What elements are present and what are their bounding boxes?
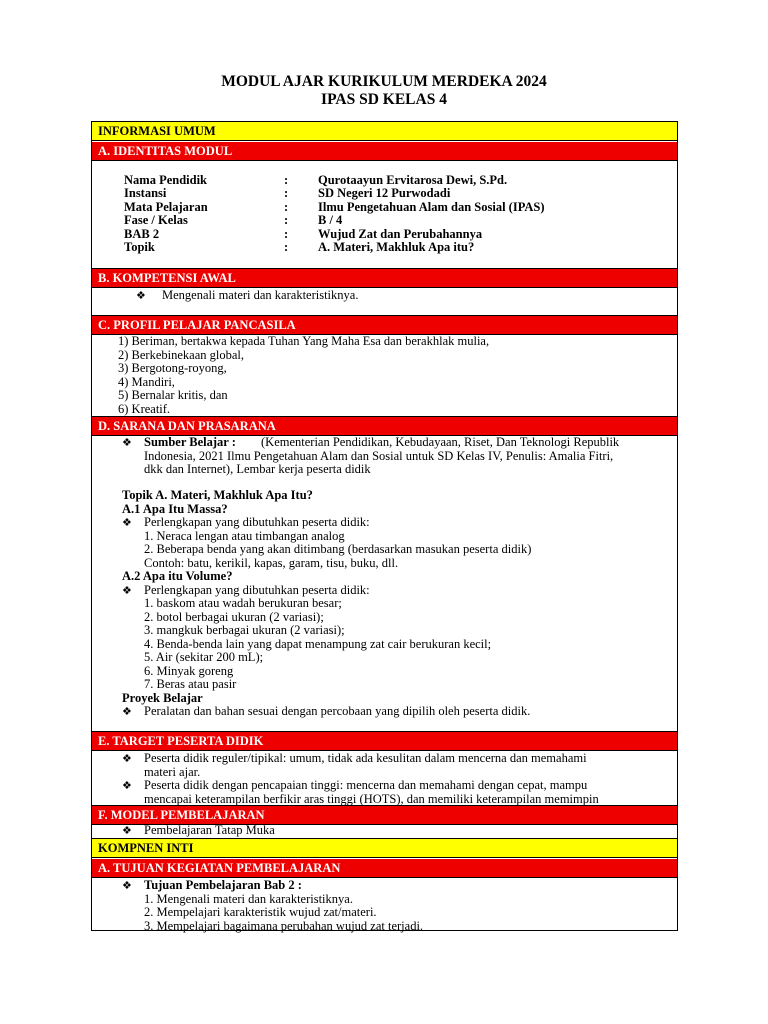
bullet-icon: ❖ [122, 880, 132, 892]
bullet-icon: ❖ [122, 780, 132, 792]
identitas-value: B / 4 [318, 213, 343, 228]
sumber-belajar-label: Sumber Belajar : [144, 435, 236, 449]
tujuan-item: 2. Mempelajari karakteristik wujud zat/materi. [144, 905, 377, 919]
a2-item: 4. Benda-benda lain yang dapat menampung zat cair berukuran kecil; [144, 636, 492, 651]
section-sarana-prasarana: D. SARANA DAN PRASARANA [92, 417, 677, 436]
tujuan-heading: Tujuan Pembelajaran Bab 2 : [144, 878, 302, 892]
identitas-sep: : [284, 186, 289, 201]
a1-heading: A.1 Apa Itu Massa? [122, 501, 228, 516]
tujuan-item: 1. Mengenali materi dan karakteristiknya. [144, 891, 353, 906]
sumber-belajar-text: Indonesia, 2021 Ilmu Pengetahuan Alam dan Sosial untuk SD Kelas IV, Penulis: Amalia Fitri, [144, 448, 614, 463]
identitas-label: Fase / Kelas [124, 213, 188, 228]
a2-item: 1. baskom atau wadah berukuran besar; [144, 596, 342, 610]
identitas-table [92, 174, 677, 258]
sumber-belajar-text: dkk dan Internet), Lembar kerja peserta didik [144, 462, 371, 476]
topik-heading: Topik A. Materi, Makhluk Apa Itu? [122, 488, 313, 502]
identitas-value: A. Materi, Makhluk Apa itu? [318, 240, 475, 254]
identitas-label: Mata Pelajaran [124, 199, 208, 214]
identitas-sep: : [284, 213, 289, 228]
page-title [0, 73, 768, 109]
target-text: mencapai keterampilan berfikir aras tinggi (HOTS), dan memiliki keterampilan memimpin [144, 791, 599, 806]
identitas-sep: : [284, 240, 289, 254]
module-table [91, 121, 678, 931]
a2-item: 5. Air (sekitar 200 mL); [144, 650, 264, 664]
section-tujuan-pembelajaran: A. TUJUAN KEGIATAN PEMBELAJARAN [92, 859, 677, 878]
bullet-icon: ❖ [122, 517, 132, 529]
identitas-label: Nama Pendidik [124, 173, 208, 187]
profil-item: 3) Bergotong-royong, [118, 361, 227, 375]
profil-item: 2) Berkebinekaan global, [118, 347, 244, 362]
model-item: Pembelajaran Tatap Muka [144, 823, 275, 837]
a2-intro: Perlengkapan yang dibutuhkan peserta didik: [144, 582, 370, 597]
section-komponen-inti: KOMPNEN INTI [92, 839, 677, 858]
a1-item: Contoh: batu, kerikil, kapas, garam, tisu, buku, dll. [144, 555, 399, 570]
bullet-icon: ❖ [136, 290, 146, 302]
identitas-label: Instansi [124, 186, 167, 201]
section-identitas-modul: A. IDENTITAS MODUL [92, 142, 677, 161]
title-line-1: MODUL AJAR KURIKULUM MERDEKA 2024 [221, 73, 547, 90]
tujuan-item: 3. Mempelajari bagaimana perubahan wujud zat terjadi. [144, 918, 424, 933]
section-informasi-umum: INFORMASI UMUM [92, 122, 677, 141]
identitas-label: BAB 2 [124, 226, 160, 241]
identitas-value: Qurotaayun Ervitarosa Dewi, S.Pd. [318, 173, 508, 187]
a2-item: 6. Minyak goreng [144, 663, 234, 678]
identitas-label: Topik [124, 240, 155, 254]
target-text: Peserta didik reguler/tipikal: umum, tidak ada kesulitan dalam mencerna dan memahami [144, 751, 587, 765]
kompetensi-item: Mengenali materi dan karakteristiknya. [162, 288, 359, 302]
identitas-value: Ilmu Pengetahuan Alam dan Sosial (IPAS) [318, 199, 545, 214]
section-profil-pancasila: C. PROFIL PELAJAR PANCASILA [92, 316, 677, 335]
bullet-icon: ❖ [122, 437, 132, 449]
identitas-value: Wujud Zat dan Perubahannya [318, 226, 483, 241]
bullet-icon: ❖ [122, 584, 132, 597]
section-model-pembelajaran: F. MODEL PEMBELAJARAN [92, 806, 677, 825]
proyek-heading: Proyek Belajar [122, 690, 203, 705]
identitas-sep: : [284, 226, 289, 241]
a2-heading: A.2 Apa itu Volume? [122, 569, 233, 583]
identitas-value: SD Negeri 12 Purwodadi [318, 186, 451, 201]
sumber-belajar-text: (Kementerian Pendidikan, Kebudayaan, Riset, Dan Teknologi Republik [261, 435, 620, 449]
identitas-sep: : [284, 173, 289, 187]
section-target-peserta: E. TARGET PESERTA DIDIK [92, 732, 677, 751]
a2-item: 2. botol berbagai ukuran (2 variasi); [144, 609, 324, 624]
a1-intro: Perlengkapan yang dibutuhkan peserta didik: [144, 515, 370, 529]
bullet-icon: ❖ [122, 825, 132, 837]
bullet-icon: ❖ [122, 706, 132, 718]
section-kompetensi-awal: B. KOMPETENSI AWAL [92, 269, 677, 288]
target-text: Peserta didik dengan pencapaian tinggi: mencerna dan memahami dengan cepat, mampu [144, 778, 588, 792]
profil-item: 5) Bernalar kritis, dan [118, 388, 228, 402]
a2-item: 3. mangkuk berbagai ukuran (2 variasi); [144, 623, 345, 637]
title-line-2: IPAS SD KELAS 4 [321, 91, 447, 108]
profil-item: 6) Kreatif. [118, 401, 171, 416]
a1-item: 2. Beberapa benda yang akan ditimbang (berdasarkan masukan peserta didik) [144, 542, 532, 556]
a2-item: 7. Beras atau pasir [144, 677, 237, 691]
bullet-icon: ❖ [122, 753, 132, 765]
proyek-item: Peralatan dan bahan sesuai dengan percobaan yang dipilih oleh peserta didik. [144, 704, 531, 718]
identitas-sep: : [284, 199, 289, 214]
profil-item: 1) Beriman, bertakwa kepada Tuhan Yang Maha Esa dan berakhlak mulia, [118, 334, 490, 348]
profil-item: 4) Mandiri, [118, 374, 175, 389]
target-text: materi ajar. [144, 764, 201, 779]
a1-item: 1. Neraca lengan atau timbangan analog [144, 528, 345, 543]
